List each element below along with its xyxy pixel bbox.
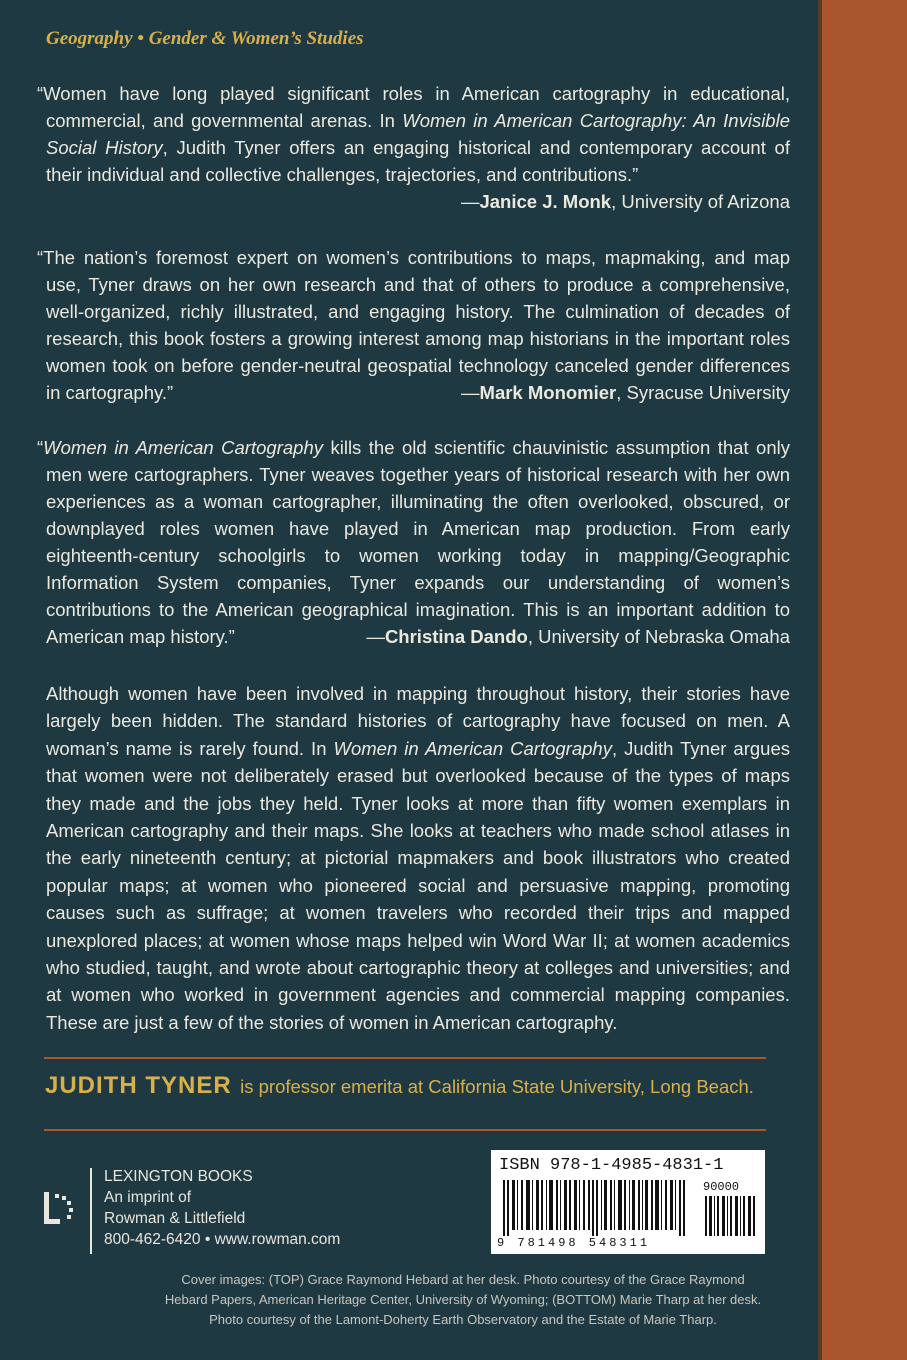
attribution: —Mark Monomier, Syracuse University — [461, 382, 790, 403]
endorser-affiliation: , University of Nebraska Omaha — [527, 626, 790, 647]
price-code: 90000 — [703, 1180, 740, 1194]
quote-text: “The nation’s foremost expert on women’s contributions to maps, mapmaking, and map use, Tyner draws on her own research and that of others to produce a comprehensive, well-organized, richly illustrated, and engaging history. The culmination of decades of research, this book fosters a growing interest among map historians in the important roles women took on before gender-neutral geospatial technology canceled gender differences in cartography.” — [37, 247, 790, 403]
divider-bottom — [44, 1129, 766, 1131]
publisher-contact: 800-462-6420 • www.rowman.com — [104, 1231, 341, 1248]
book-title: Women in American Cartography — [333, 737, 612, 759]
endorsement-monomier — [37, 244, 790, 406]
book-title: Women in American Cartography: An Invisible Social History — [46, 110, 790, 158]
author-name: JUDITH TYNER — [45, 1072, 232, 1099]
book-description: Although women have been involved in mapping throughout history, their stories have largely been hidden. The standard histories of cartography have focused on men. A woman’s name is rarely found. In Women in American Cartography, Judith Tyner argues that women were not deliberately erased but overlooked because of the types of maps they made and the jobs they held. Tyner looks at more than fifty women exemplars in American cartography and their maps. She looks at teachers who made school atlases in the early nineteenth century; at pictorial mapmakers and book illustrators who created popular maps; at women who pioneered social and persuasive mapping, promoting causes such as suffrage; at women travelers who recorded their trips and mapped unexplored places; at women whose maps helped win Word War II; at women academics who studied, taught, and wrote about cartographic theory at colleges and universities; and at women who worked in government agencies and commercial mapping companies. These are just a few of the stories of women in American cartography. — [46, 683, 791, 1033]
author-bio — [45, 1072, 754, 1100]
ean-barcode-icon — [503, 1180, 695, 1236]
publisher-name: LEXINGTON BOOKS — [104, 1168, 253, 1185]
divider-top — [44, 1057, 766, 1059]
publisher-info — [104, 1166, 340, 1250]
endorser-affiliation: , University of Arizona — [611, 191, 790, 212]
cover-image-credits: Cover images: (TOP) Grace Raymond Hebard at her desk. Photo courtesy of the Grace Raymond Hebard Papers, American Heritage Center, University of Wyoming; (BOTTOM) Marie Tharp at her desk. Photo courtesy of the Lamont-Doherty Earth Observatory and the Estate of Marie Tharp. — [164, 1272, 762, 1327]
ean-digits: 9 781498 548311 — [497, 1236, 651, 1250]
barcode-box — [491, 1150, 765, 1254]
quote-text: “Women have long played significant roles in American cartography in educational, commercial, and governmental arenas. In — [37, 83, 790, 131]
endorsement-monk — [37, 80, 790, 215]
endorser-affiliation: , Syracuse University — [616, 382, 790, 403]
addon-barcode-icon — [705, 1196, 759, 1236]
category-label: Geography • Gender & Women’s Studies — [46, 28, 364, 49]
endorser-name: Christina Dando — [384, 626, 528, 647]
endorser-name: Mark Monomier — [479, 382, 617, 403]
author-description: is professor emerita at California State University, Long Beach. — [240, 1076, 754, 1097]
endorser-name: Janice J. Monk — [479, 191, 612, 212]
quote-text: kills the old scientific chauvinistic assumption that only men were cartographers. Tyner weaves together years of historical research with her own experiences as a woman cartographer, illuminating the often overlooked, obscured, or downplayed roles women have played in American map production. From early eighteenth-century schoolgirls to women working today in mapping/Geographic Information System companies, Tyner expands our understanding of women’s contributions to the American geographical imagination. This is an important addition to American map history.” — [46, 437, 790, 647]
attribution: —Christina Dando, University of Nebraska Omaha — [366, 626, 790, 647]
isbn-number: ISBN 978-1-4985-4831-1 — [499, 1156, 724, 1175]
lexington-logo-icon — [44, 1190, 74, 1226]
spine — [822, 0, 907, 1360]
quote-text-cont: , Judith Tyner offers an engaging historical and contemporary account of their individual and collective challenges, trajectories, and contributions.” — [46, 137, 790, 185]
imprint-label: An imprint of — [104, 1189, 192, 1206]
endorsement-dando: “Women in American Cartography kills the old scientific chauvinistic assumption that only men were cartographers. Tyner weaves together years of historical research with her own experiences as a woman cartographer, illuminating the often overlooked, obscured, or downplayed roles women have played in American map production. From early eighteenth-century schoolgirls to women working today in mapping/Geographic Information System companies, Tyner expands our understanding of women’s contributions to the American geographical imagination. This is an important addition to American map history.” —Christina Dando, University of Nebraska Omaha — [46, 434, 790, 650]
attribution: —Janice J. Monk, University of Arizona — [460, 191, 790, 212]
publisher-divider — [90, 1168, 92, 1254]
parent-publisher: Rowman & Littlefield — [104, 1210, 246, 1227]
book-title: Women in American Cartography — [43, 437, 323, 458]
